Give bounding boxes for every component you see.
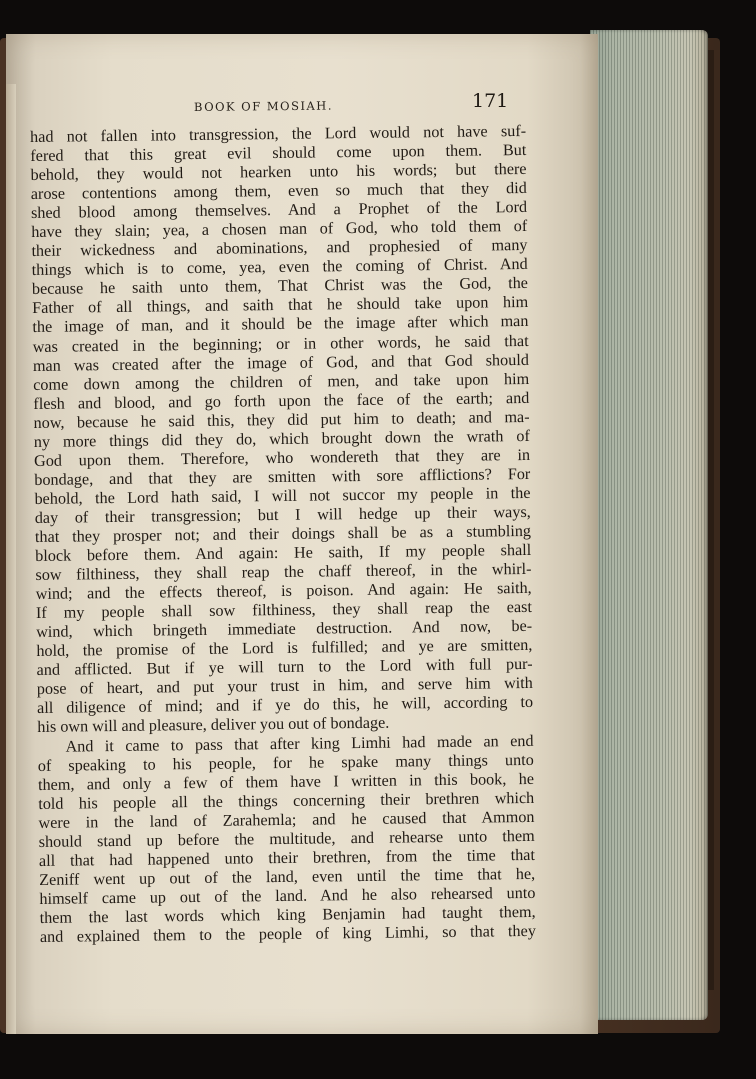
text-line: sow filthiness, they shall reap the chaff thereof, in the whirl- xyxy=(35,559,532,585)
text-line: now, because he said this, they did put him to death; and ma- xyxy=(33,407,530,432)
text-line: all that had happened unto their brethren, from the time that xyxy=(38,845,536,870)
text-line: have they slain; yea, a chosen man of God, who told them of xyxy=(31,217,528,242)
text-line: should stand up before the multitude, and rehearse unto them xyxy=(38,826,535,851)
text-line: shed blood among themselves. And a Prophet of the Lord xyxy=(30,198,528,223)
text-line: hold, the promise of the Lord is fulfilled; and ye are smitten, xyxy=(36,636,533,661)
paragraph-start-line: And it came to pass that after king Limhi had made an end xyxy=(65,731,534,756)
text-line: flesh and blood, and go forth upon the face of the earth; and xyxy=(33,388,530,413)
text-line: man was created after the image of God, and that God should xyxy=(32,350,529,375)
text-line: pose of heart, and put your trust in him, and serve him with xyxy=(36,674,533,699)
body-text xyxy=(30,122,536,947)
text-line: his own will and pleasure, deliver you out of bondage. xyxy=(37,714,390,737)
text-line: behold, the Lord hath said, I will not succor my people in the xyxy=(34,483,531,508)
text-line: wind, which bringeth immediate destruction. And now, be- xyxy=(36,617,533,642)
page-gutter xyxy=(6,84,16,1034)
text-line: come down among the children of men, and take upon him xyxy=(33,369,530,394)
text-line: behold, they would not hearken unto his words; but there xyxy=(30,160,527,185)
text-line: Zeniff went up out of the land, even until the time that he, xyxy=(39,864,536,889)
text-line: ny more things did they do, which brought down the wrath of xyxy=(33,426,530,451)
text-line: all diligence of mind; and if ye do this, he will, according to xyxy=(36,693,534,718)
text-line: If my people shall sow filthiness, they shall reap the east xyxy=(35,598,533,623)
text-line: block before them. And again: He saith, If my people shall xyxy=(35,540,532,565)
text-line: himself came up out of the land. And he also rehearsed unto xyxy=(39,883,536,908)
text-line: of speaking to his people, for he spake many things unto xyxy=(37,750,534,775)
text-line: because he saith unto them, That Christ was the God, the xyxy=(31,274,529,299)
text-line: them the last words which king Benjamin had taught them, xyxy=(39,902,536,927)
text-line: told his people all the things concerning their brethren which xyxy=(38,788,535,813)
text-line: were in the land of Zarahemla; and he caused that Ammon xyxy=(38,807,535,832)
text-line: bondage, and that they are smitten with sore afflictions? For xyxy=(34,464,531,489)
text-line: God upon them. Therefore, who wondereth that they are in xyxy=(33,445,531,470)
text-line: fered that this great evil should come upon them. But xyxy=(30,140,527,166)
page-number: 171 xyxy=(472,90,509,112)
text-line: had not fallen into transgression, the Lord would not have suf- xyxy=(30,121,527,146)
text-line: their wickedness and abominations, and prophesied of many xyxy=(31,236,528,261)
text-line: things which is to come, yea, even the coming of Christ. And xyxy=(31,255,528,280)
text-line: the image of man, and it should be the image after which man xyxy=(32,312,529,337)
text-line: them, and only a few of them have I written in this book, he xyxy=(37,769,535,794)
text-line: day of their transgression; but I will hedge up their ways, xyxy=(34,502,531,527)
page-edges xyxy=(590,30,708,1020)
text-line: arose contentions among them, even so much that they did xyxy=(30,179,527,204)
text-line: Father of all things, and saith that he should take upon him xyxy=(32,293,529,318)
text-line: was created in the beginning; or in other words, he said that xyxy=(32,331,529,356)
text-line: wind; and the effects thereof, is poison. And again: He saith, xyxy=(35,579,532,604)
text-line: that they prosper not; and their doings shall be as a stumbling xyxy=(34,521,532,546)
text-line: and afflicted. But if ye will turn to the Lord with full pur- xyxy=(36,655,533,680)
running-head: BOOK OF MOSIAH. xyxy=(193,98,334,114)
text-line: and explained them to the people of king Limhi, so that they xyxy=(39,921,536,946)
